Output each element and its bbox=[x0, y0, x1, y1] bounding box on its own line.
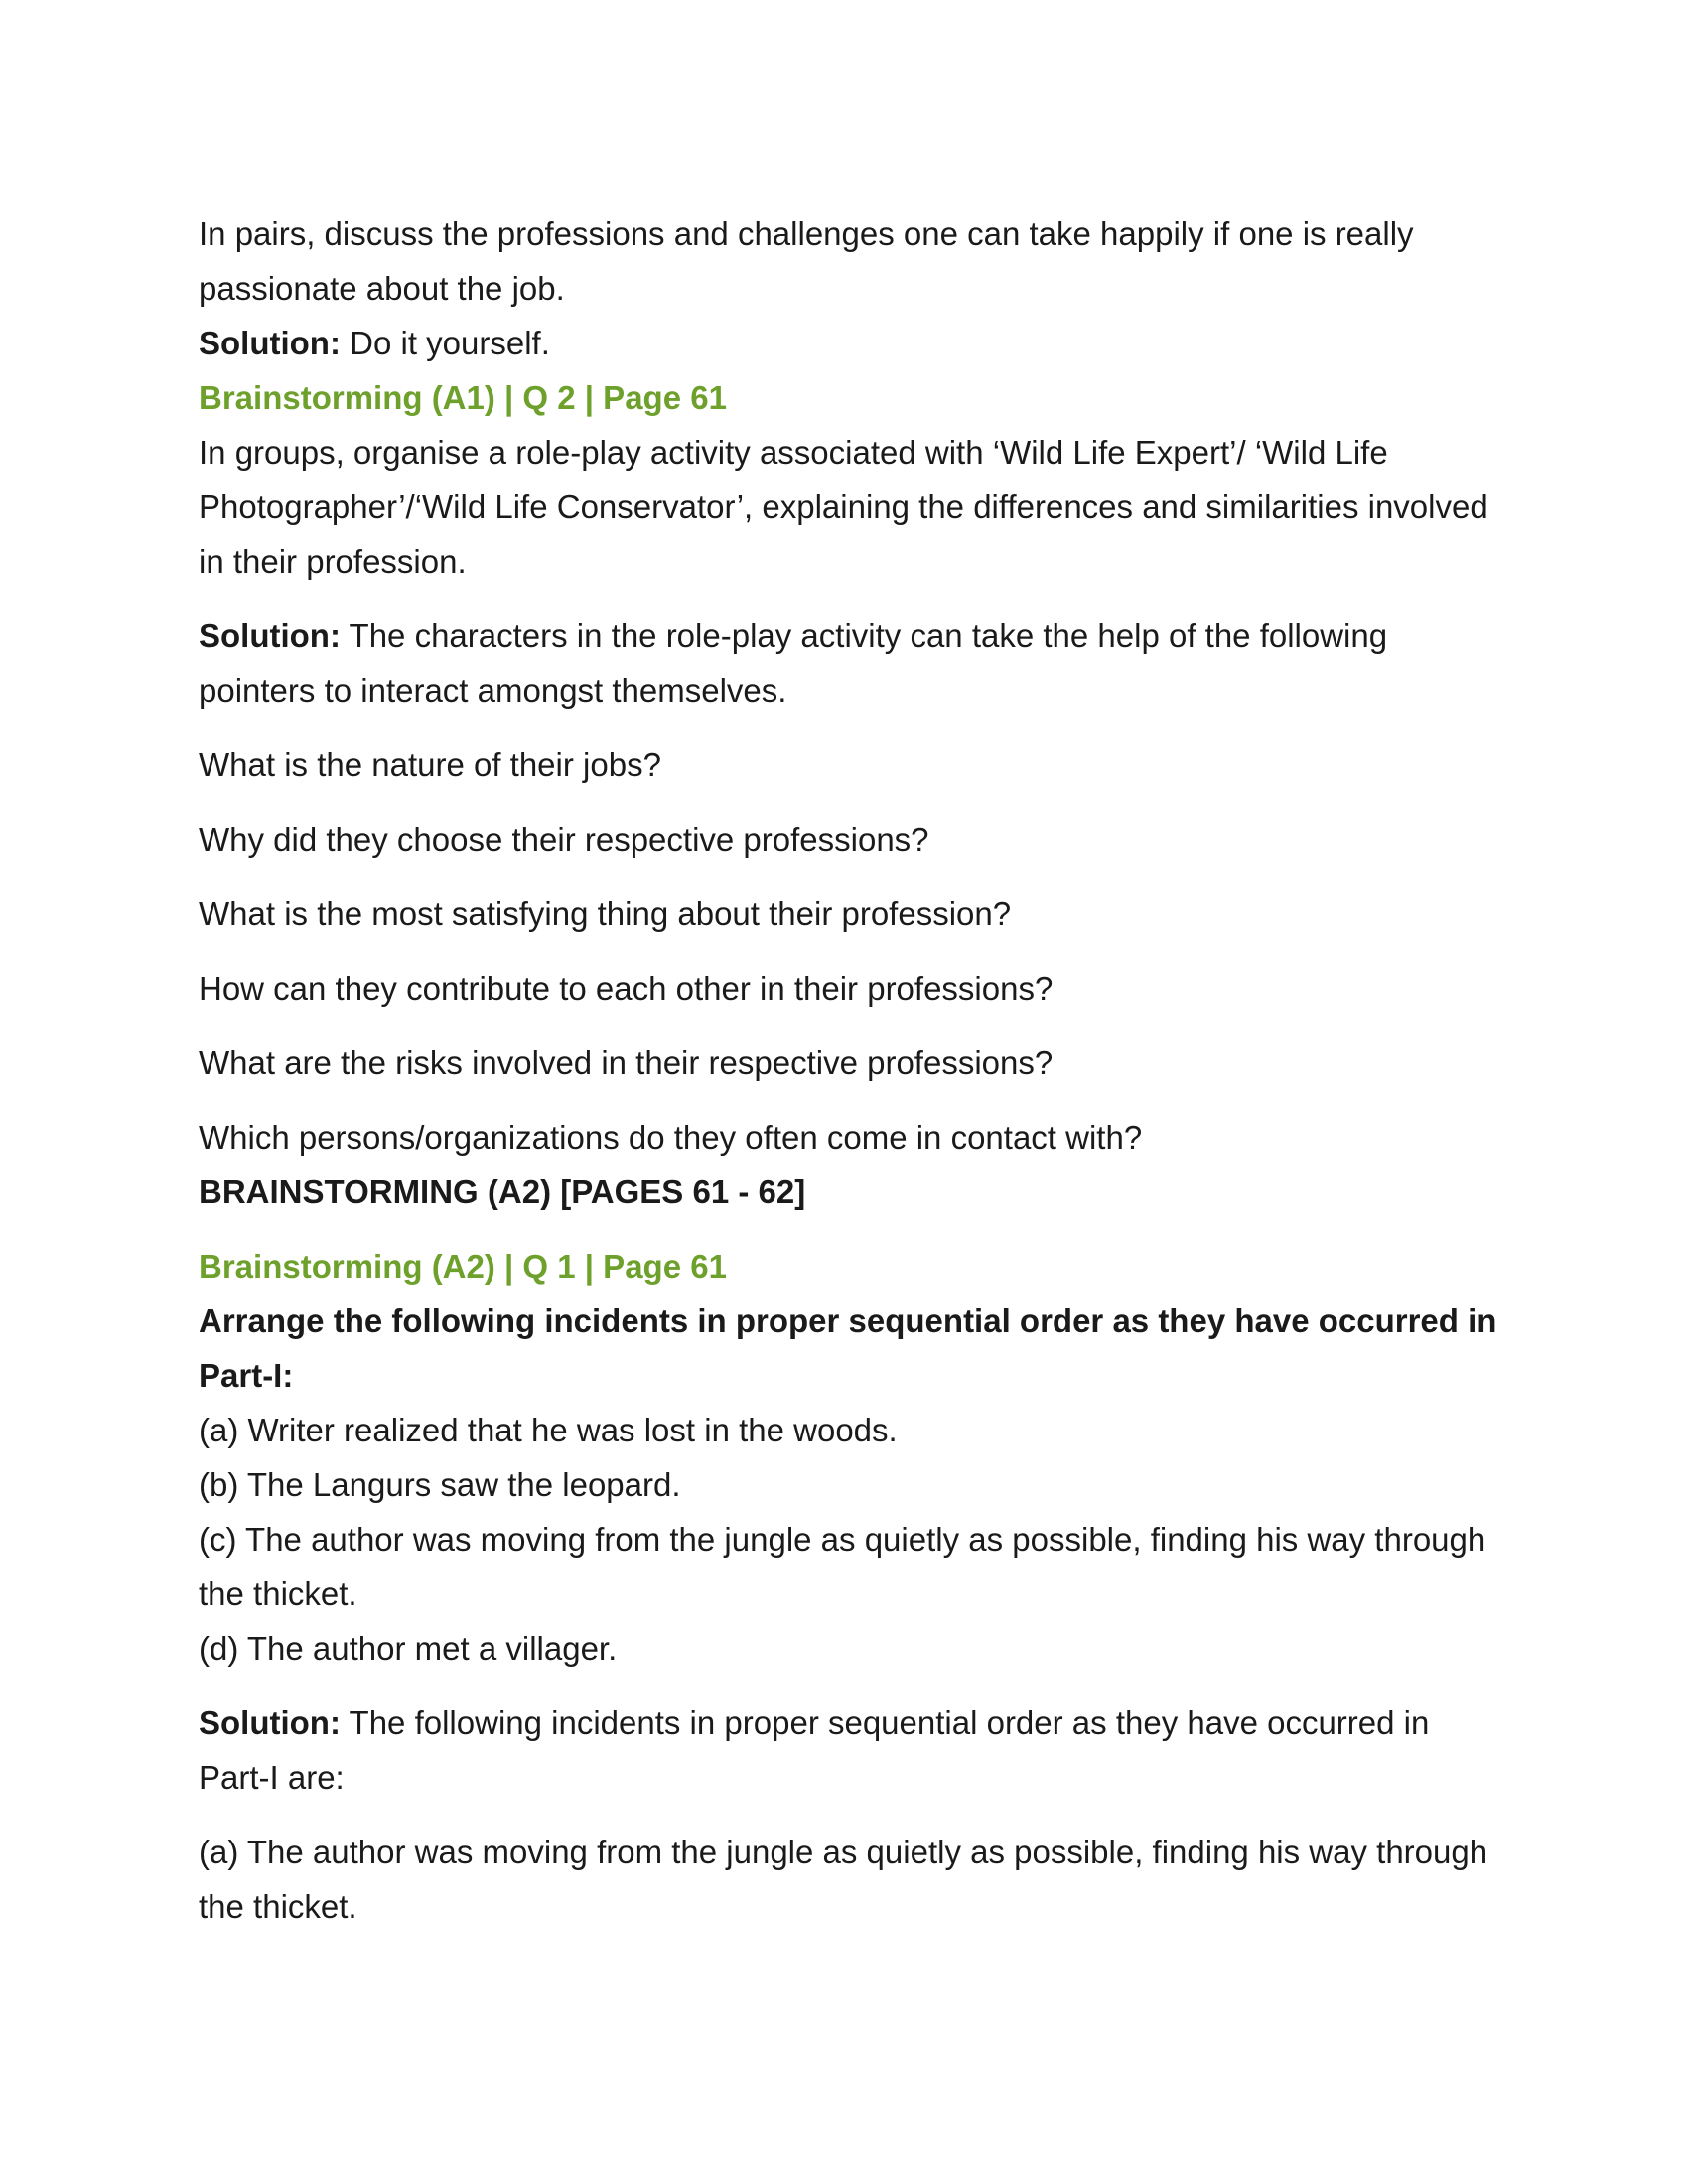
solution-a1-q2 bbox=[199, 609, 1499, 718]
document-page bbox=[199, 206, 1499, 1934]
question-heading-a2-q1: Brainstorming (A2) | Q 1 | Page 61 bbox=[199, 1248, 727, 1285]
pointer-item: How can they contribute to each other in their professions? bbox=[199, 970, 1054, 1007]
solution-text: Do it yourself. bbox=[340, 325, 550, 361]
solution-a2-q1 bbox=[199, 1696, 1499, 1805]
intro-prompt: In pairs, discuss the professions and challenges one can take happily if one is really passionate about the job. bbox=[199, 215, 1414, 307]
solution-label: Solution: bbox=[199, 1705, 341, 1741]
pointer-item: Why did they choose their respective professions? bbox=[199, 821, 929, 858]
intro-solution bbox=[199, 316, 1499, 370]
answer-item: (a) The author was moving from the jungle as quietly as possible, finding his way through the thicket. bbox=[199, 1834, 1488, 1925]
section-title-a2: BRAINSTORMING (A2) [PAGES 61 - 62] bbox=[199, 1173, 806, 1210]
pointer-item: What is the nature of their jobs? bbox=[199, 747, 661, 783]
question-text-a1-q2: In groups, organise a role-play activity associated with ‘Wild Life Expert’/ ‘Wild Life Photographer’/‘Wild Life Conservator’, explaining the differences and similarities involved in their profession. bbox=[199, 434, 1488, 580]
pointer-item: What is the most satisfying thing about their profession? bbox=[199, 895, 1012, 932]
option-item: (d) The author met a villager. bbox=[199, 1630, 618, 1667]
solution-text: The characters in the role-play activity can take the help of the following pointers to interact amongst themselves. bbox=[199, 617, 1388, 709]
option-item: (b) The Langurs saw the leopard. bbox=[199, 1466, 681, 1503]
solution-label: Solution: bbox=[199, 617, 341, 654]
solution-label: Solution: bbox=[199, 325, 341, 361]
solution-text: The following incidents in proper sequential order as they have occurred in Part-I are: bbox=[199, 1705, 1430, 1796]
pointer-item: Which persons/organizations do they often come in contact with? bbox=[199, 1119, 1143, 1156]
question-heading-a1-q2: Brainstorming (A1) | Q 2 | Page 61 bbox=[199, 379, 727, 416]
option-item: (c) The author was moving from the jungle as quietly as possible, finding his way through the thicket. bbox=[199, 1521, 1486, 1612]
pointer-item: What are the risks involved in their respective professions? bbox=[199, 1044, 1054, 1081]
question-text-a2-q1: Arrange the following incidents in proper sequential order as they have occurred in Part-I: bbox=[199, 1302, 1497, 1394]
option-item: (a) Writer realized that he was lost in the woods. bbox=[199, 1412, 898, 1448]
